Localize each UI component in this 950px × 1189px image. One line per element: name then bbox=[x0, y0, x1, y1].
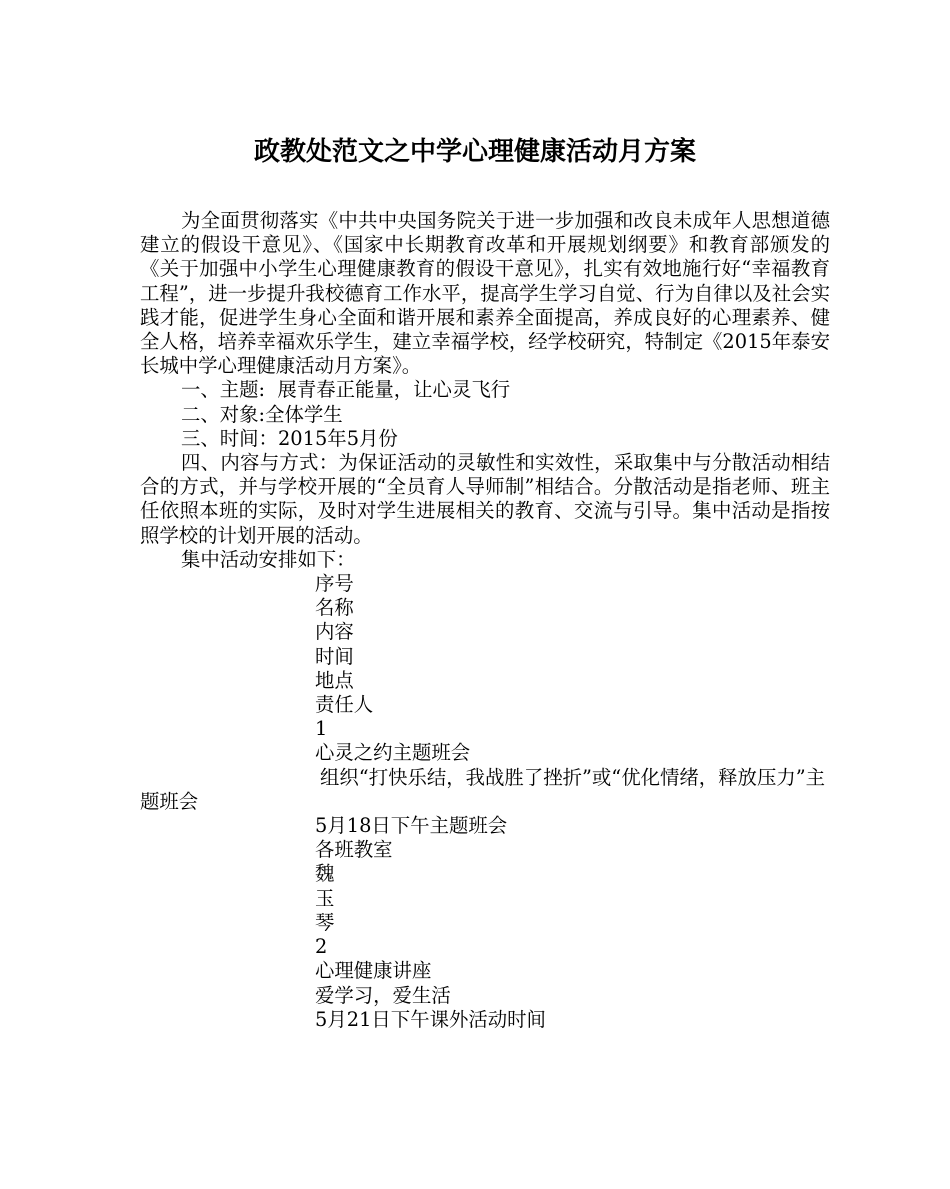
table-header-place: 地点 bbox=[315, 668, 354, 692]
table-header-no: 序号 bbox=[315, 572, 354, 596]
row1-owner-3: 琴 bbox=[315, 910, 335, 934]
row2-no: 2 bbox=[315, 935, 328, 959]
document-title: 政教处范文之中学心理健康活动月方案 bbox=[253, 137, 696, 167]
row1-owner-1: 魏 bbox=[315, 862, 335, 886]
row2-name: 心理健康讲座 bbox=[315, 959, 432, 983]
time-line: 三、时间：2015年5月份 bbox=[181, 426, 398, 450]
table-header-content: 内容 bbox=[315, 620, 354, 644]
theme-line: 一、主题: 展青春正能量，让心灵飞行 bbox=[181, 378, 511, 402]
row2-content: 爱学习，爱生活 bbox=[315, 983, 451, 1007]
arrangement-line: 集中活动安排如下： bbox=[181, 547, 356, 571]
table-header-owner: 责任人 bbox=[315, 693, 374, 717]
table-header-name: 名称 bbox=[315, 596, 354, 620]
activity-table bbox=[140, 572, 830, 1032]
row1-content: 组织“打快乐结，我战胜了挫折”或“优化情绪，释放压力”主题班会 bbox=[140, 765, 826, 813]
target-line: 二、对象:全体学生 bbox=[181, 402, 343, 426]
document-body bbox=[140, 209, 830, 1032]
row1-time: 5月18日下午主题班会 bbox=[315, 814, 508, 838]
row1-name: 心灵之约主题班会 bbox=[315, 741, 471, 765]
row1-place: 各班教室 bbox=[315, 838, 393, 862]
content-paragraph: 四、内容与方式：为保证活动的灵敏性和实效性，采取集中与分散活动相结合的方式，并与学校开展的“全员育人导师制”相结合。分散活动是指老师、班主任依照本班的实际，及时对学生进展相关的教育、交流与引导。集中活动是指按照学校的计划开展的活动。 bbox=[140, 451, 830, 547]
row1-no: 1 bbox=[315, 717, 328, 741]
row1-owner-2: 玉 bbox=[315, 886, 335, 910]
table-header-time: 时间 bbox=[315, 644, 354, 668]
intro-paragraph: 为全面贯彻落实《中共中央国务院关于进一步加强和改良未成年人思想道德建立的假设干意见》、《国家中长期教育改革和开展规划纲要》和教育部颁发的《关于加强中小学生心理健康教育的假设干意见》，扎实有效地施行好“幸福教育工程”，进一步提升我校德育工作水平，提高学生学习自觉、行为自律以及社会实践才能，促进学生身心全面和谐开展和素养全面提高，养成良好的心理素养、健全人格，培养幸福欢乐学生，建立幸福学校，经学校研究，特制定《2015年泰安长城中学心理健康活动月方案》。 bbox=[140, 209, 830, 378]
row2-time: 5月21日下午课外活动时间 bbox=[315, 1007, 546, 1031]
